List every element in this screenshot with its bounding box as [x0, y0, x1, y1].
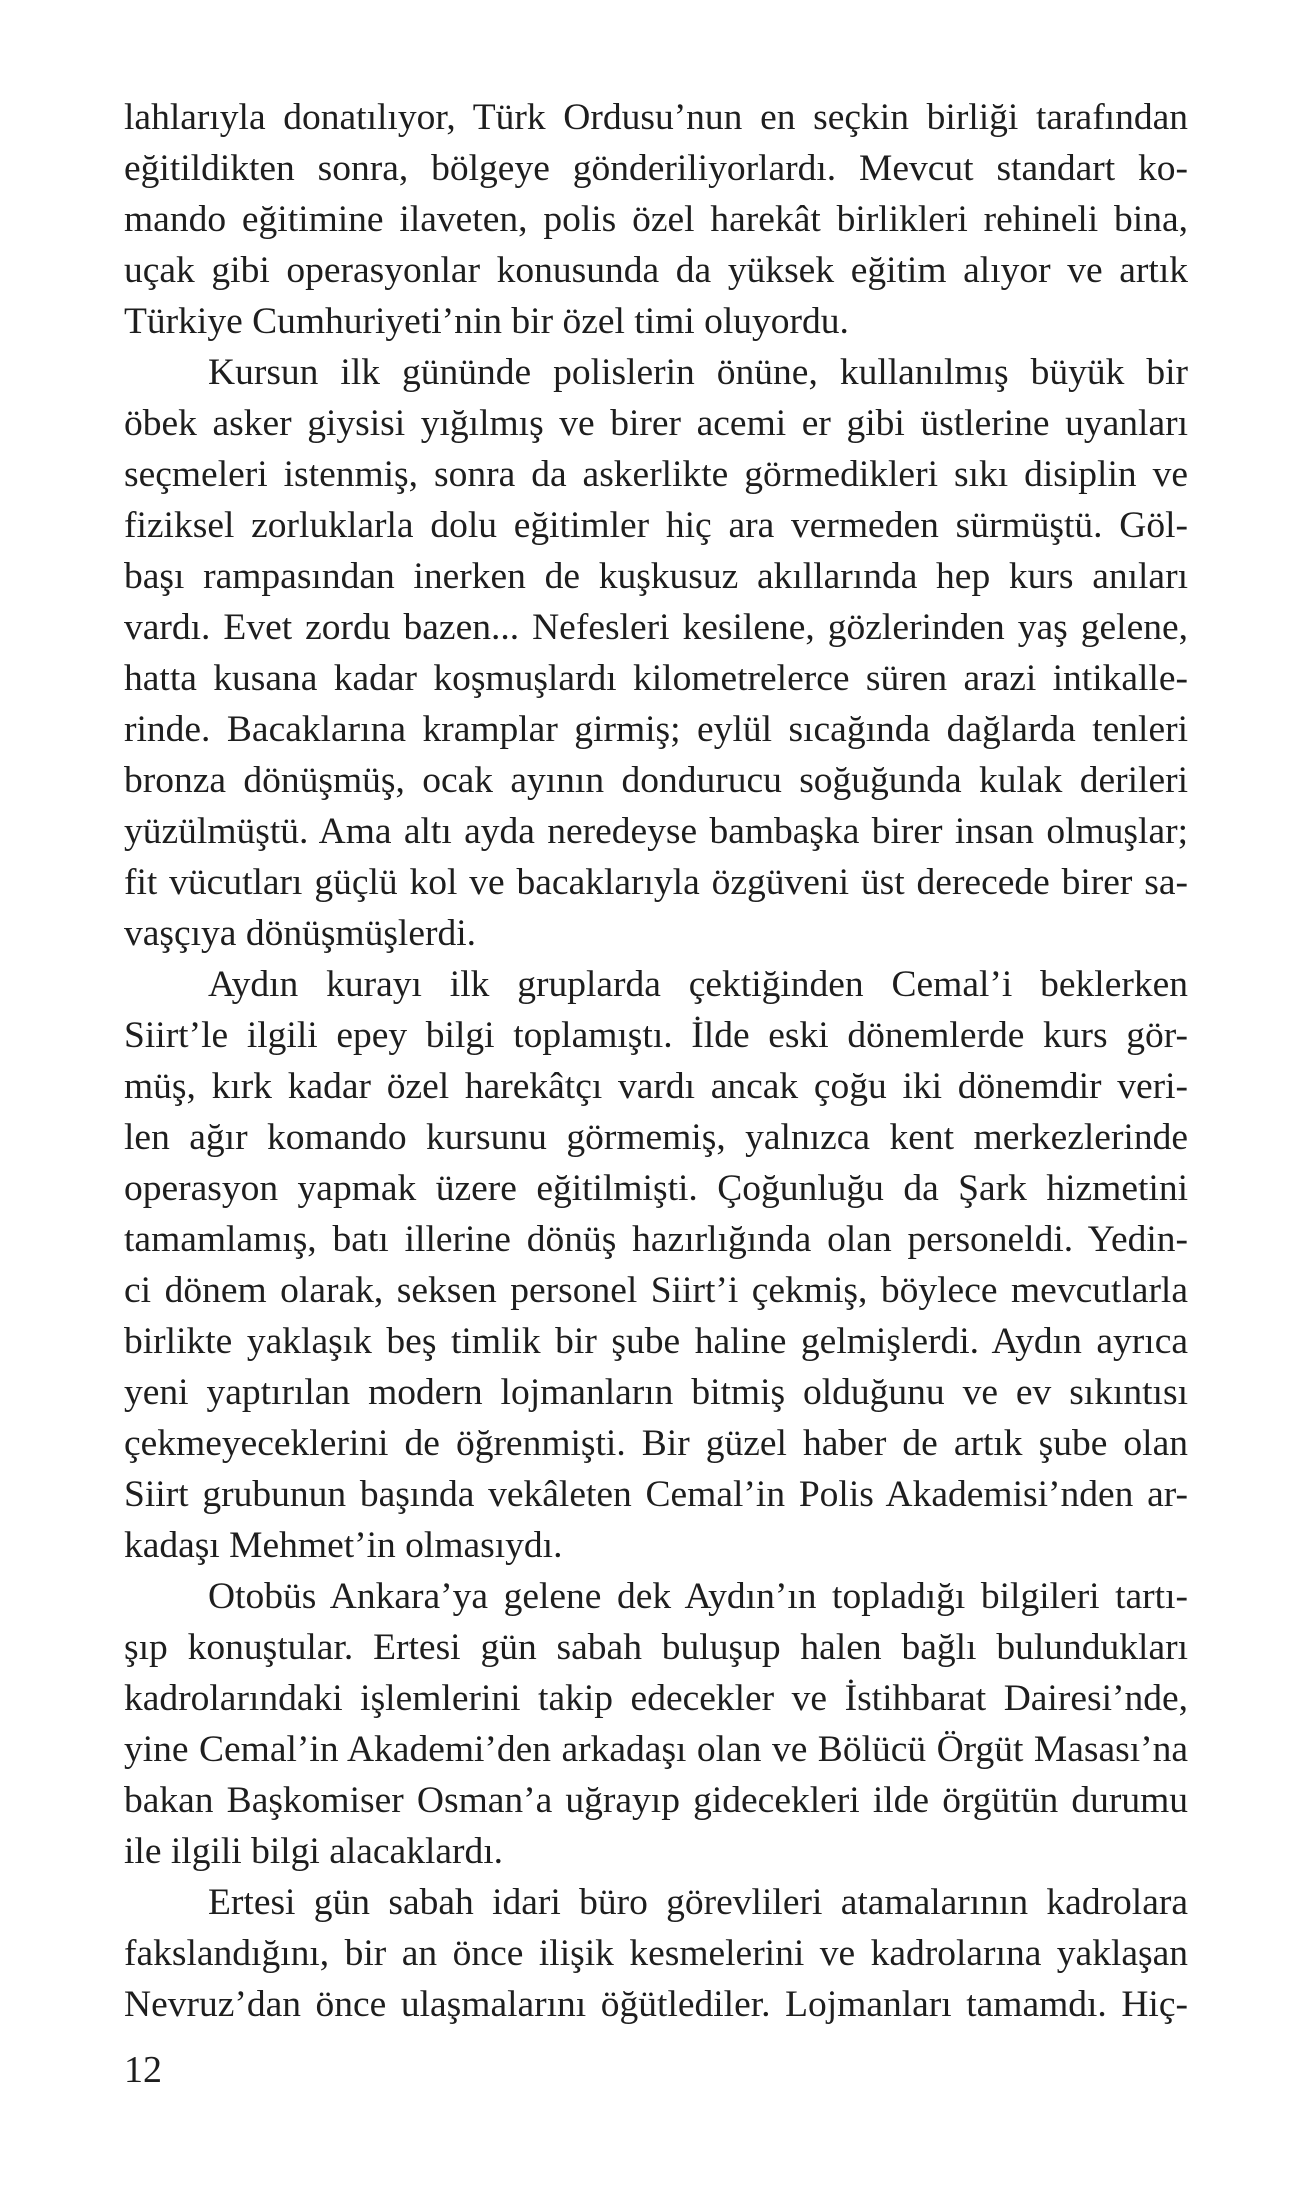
- text-line: Otobüs Ankara’ya gelene dek Aydın’ın topladığı bilgileri tartı-: [208, 1576, 1188, 1617]
- text-line: eğitildikten sonra, bölgeye gönderiliyorlardı. Mevcut standart ko-: [124, 148, 1188, 189]
- text-line: kadrolarındaki işlemlerini takip edecekler ve İstihbarat Dairesi’nde,: [124, 1678, 1188, 1719]
- text-line: fiziksel zorluklarla dolu eğitimler hiç ara vermeden sürmüştü. Göl-: [124, 505, 1188, 546]
- text-line: operasyon yapmak üzere eğitilmişti. Çoğunluğu da Şark hizmetini: [124, 1168, 1188, 1209]
- text-line: yüzülmüştü. Ama altı ayda neredeyse bambaşka birer insan olmuşlar;: [124, 811, 1188, 852]
- text-line: fakslandığını, bir an önce ilişik kesmelerini ve kadrolarına yaklaşan: [124, 1933, 1188, 1974]
- text-line: bronza dönüşmüş, ocak ayının dondurucu soğuğunda kulak derileri: [124, 760, 1188, 801]
- paragraph-5: [124, 1877, 1188, 2030]
- text-line: Ertesi gün sabah idari büro görevlileri atamalarının kadrolara: [208, 1882, 1188, 1923]
- text-line: şıp konuştular. Ertesi gün sabah buluşup halen bağlı bulundukları: [124, 1627, 1188, 1668]
- text-line: Siirt grubunun başında vekâleten Cemal’in Polis Akademisi’nden ar-: [124, 1474, 1188, 1515]
- text-line: öbek asker giysisi yığılmış ve birer acemi er gibi üstlerine uyanları: [124, 403, 1188, 444]
- text-line: başı rampasından inerken de kuşkusuz akıllarında hep kurs anıları: [124, 556, 1188, 597]
- text-line: yeni yaptırılan modern lojmanların bitmiş olduğunu ve ev sıkıntısı: [124, 1372, 1188, 1413]
- text-line: müş, kırk kadar özel harekâtçı vardı ancak çoğu iki dönemdir veri-: [124, 1066, 1188, 1107]
- text-line: bakan Başkomiser Osman’a uğrayıp gidecekleri ilde örgütün durumu: [124, 1780, 1188, 1821]
- text-line: lahlarıyla donatılıyor, Türk Ordusu’nun en seçkin birliği tarafından: [124, 97, 1188, 138]
- paragraph-2: [124, 347, 1188, 959]
- text-line: vardı. Evet zordu bazen... Nefesleri kesilene, gözlerinden yaş gelene,: [124, 607, 1188, 648]
- page-body: [124, 92, 1188, 2030]
- text-line: Siirt’le ilgili epey bilgi toplamıştı. İlde eski dönemlerde kurs gör-: [124, 1015, 1188, 1056]
- text-line: tamamlamış, batı illerine dönüş hazırlığında olan personeldi. Yedin-: [124, 1219, 1188, 1260]
- text-line: fit vücutları güçlü kol ve bacaklarıyla özgüveni üst derecede birer sa-: [124, 862, 1188, 903]
- text-line: rinde. Bacaklarına kramplar girmiş; eylül sıcağında dağlarda tenleri: [124, 709, 1188, 750]
- paragraph-4: [124, 1571, 1188, 1877]
- text-line: çekmeyeceklerini de öğrenmişti. Bir güzel haber de artık şube olan: [124, 1423, 1188, 1464]
- text-line: uçak gibi operasyonlar konusunda da yüksek eğitim alıyor ve artık: [124, 250, 1188, 291]
- page-number: 12: [124, 2049, 162, 2091]
- text-line: Türkiye Cumhuriyeti’nin bir özel timi oluyordu.: [124, 301, 849, 342]
- text-line: birlikte yaklaşık beş timlik bir şube haline gelmişlerdi. Aydın ayrıca: [124, 1321, 1188, 1362]
- text-line: seçmeleri istenmiş, sonra da askerlikte görmedikleri sıkı disiplin ve: [124, 454, 1188, 495]
- text-line: ile ilgili bilgi alacaklardı.: [124, 1831, 504, 1872]
- paragraph-1: [124, 92, 1188, 347]
- text-line: vaşçıya dönüşmüşlerdi.: [124, 913, 477, 954]
- text-line: ci dönem olarak, seksen personel Siirt’i çekmiş, böylece mevcutlarla: [124, 1270, 1188, 1311]
- text-line: len ağır komando kursunu görmemiş, yalnızca kent merkezlerinde: [124, 1117, 1188, 1158]
- text-line: Nevruz’dan önce ulaşmalarını öğütlediler. Lojmanları tamamdı. Hiç-: [124, 1984, 1188, 2025]
- text-line: kadaşı Mehmet’in olmasıydı.: [124, 1525, 563, 1566]
- text-line: yine Cemal’in Akademi’den arkadaşı olan ve Bölücü Örgüt Masası’na: [124, 1729, 1188, 1770]
- text-line: Kursun ilk gününde polislerin önüne, kullanılmış büyük bir: [208, 352, 1188, 393]
- paragraph-3: [124, 959, 1188, 1571]
- text-line: Aydın kurayı ilk gruplarda çektiğinden Cemal’i beklerken: [208, 964, 1188, 1005]
- text-line: hatta kusana kadar koşmuşlardı kilometrelerce süren arazi intikalle-: [124, 658, 1188, 699]
- text-line: mando eğitimine ilaveten, polis özel harekât birlikleri rehineli bina,: [124, 199, 1188, 240]
